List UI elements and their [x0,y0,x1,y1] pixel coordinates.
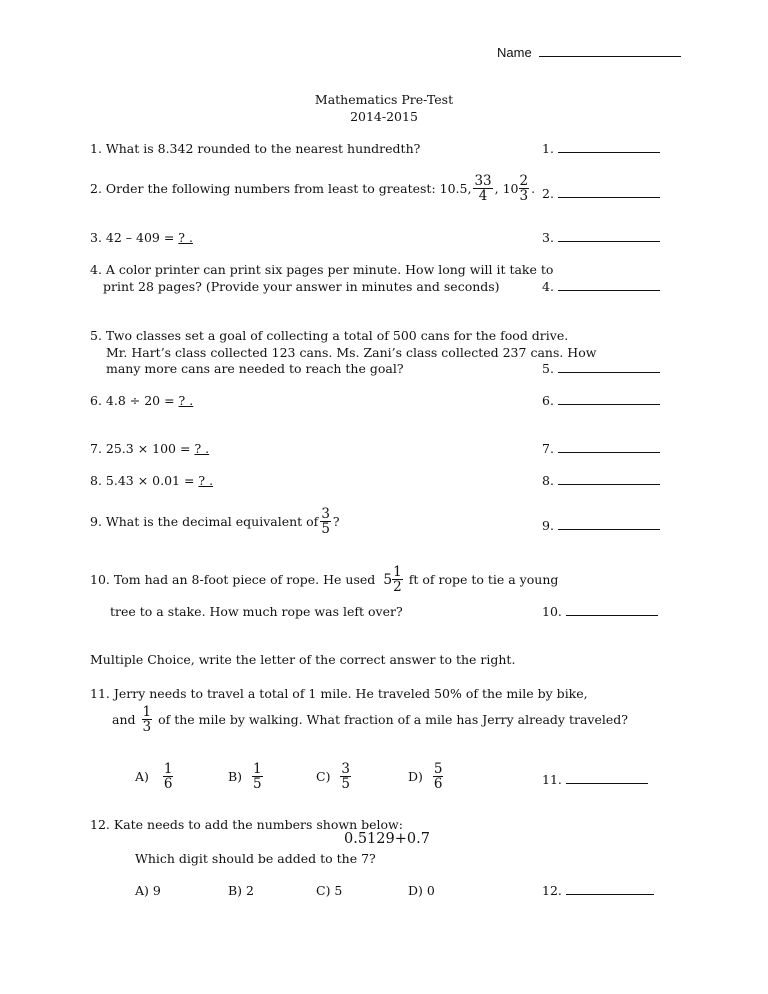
fraction: $\frac{33}{4}$ [474,173,492,205]
question-7: 7. 25.3 × 100 = ? . [90,441,210,456]
fraction: $\frac{3}{5}$ [341,761,350,793]
answer-line [558,362,660,373]
fraction: $\frac{2}{3}$ [519,173,529,205]
answer-line [566,884,654,895]
fraction: $\frac{1}{3}$ [142,704,152,736]
question-1: 1. What is 8.342 rounded to the nearest hundredth? [90,141,421,156]
question-5-line-2: Mr. Hart’s class collected 123 cans. Ms. Zani’s class collected 237 cans. How [106,345,597,360]
answer-2: 2. [542,186,660,201]
choice-b: B) 2 [228,883,254,898]
answer-line [566,605,658,616]
answer-7: 7. [542,441,660,456]
question-5-line-1: 5. Two classes set a goal of collecting a total of 500 cans for the food drive. [90,328,569,343]
fraction: $\frac{3}{5}$ [321,506,330,538]
question-8: 8. 5.43 × 0.01 = ? . [90,473,214,488]
answer-11: 11. [542,772,648,787]
answer-line [558,280,660,291]
page-title: Mathematics Pre-Test [314,92,454,107]
answer-1: 1. [542,141,660,156]
question-12-expression: 0.5129+0.7 [344,831,430,847]
question-10-line-1: 10. Tom had an 8-foot piece of rope. He used 5 $\frac{1}{2}$ ft of rope to tie a young [90,564,559,596]
answer-9: 9. [542,518,660,533]
choice-d: D) 0 [408,883,435,898]
choice-a: A) 9 [135,883,161,898]
choice-b: B) $\frac{1}{5}$ [228,761,262,793]
fraction: $\frac{1}{5}$ [253,761,262,793]
answer-line [558,142,660,153]
question-5-line-3: many more cans are needed to reach the goal? [106,361,404,376]
question-6: 6. 4.8 ÷ 20 = ? . [90,393,194,408]
fraction: $\frac{1}{6}$ [163,761,173,793]
answer-8: 8. [542,473,660,488]
answer-12: 12. [542,883,654,898]
page-year: 2014-2015 [350,109,418,124]
choice-c: C) $\frac{3}{5}$ [316,761,350,793]
question-2: 2. Order the following numbers from least to greatest: 10.5, $\frac{33}{4}$ , 10 $\frac{2}{3}$ . [90,173,536,205]
answer-5: 5. [542,361,660,376]
choice-d: D) $\frac{5}{6}$ [408,761,443,793]
name-field [497,45,681,60]
question-9: 9. What is the decimal equivalent of $\frac{3}{5}$ ? [90,506,340,538]
name-label: Name [497,45,532,60]
answer-line [558,187,660,198]
name-line [539,46,681,57]
answer-line [558,519,660,530]
question-4-line-2: print 28 pages? (Provide your answer in minutes and seconds) [103,279,500,294]
answer-line [558,394,660,405]
question-12-line-2: Which digit should be added to the 7? [135,851,376,866]
mc-instructions: Multiple Choice, write the letter of the correct answer to the right. [90,652,516,667]
answer-6: 6. [542,393,660,408]
answer-line [566,773,648,784]
question-4-line-1: 4. A color printer can print six pages per minute. How long will it take to [90,262,554,277]
question-10-line-2: tree to a stake. How much rope was left over? [110,604,403,619]
answer-line [558,231,660,242]
answer-10: 10. [542,604,658,619]
choice-a: A) $\frac{1}{6}$ [135,761,173,793]
answer-line [558,474,660,485]
question-11-line-1: 11. Jerry needs to travel a total of 1 mile. He traveled 50% of the mile by bike, [90,686,588,701]
question-12-line-1: 12. Kate needs to add the numbers shown below: [90,817,403,832]
answer-line [558,442,660,453]
question-11-line-2: and $\frac{1}{3}$ of the mile by walking. What fraction of a mile has Jerry already traveled? [112,704,628,736]
question-3: 3. 42 – 409 = ? . [90,230,193,245]
answer-3: 3. [542,230,660,245]
answer-4: 4. [542,279,660,294]
fraction: $\frac{5}{6}$ [433,761,443,793]
choice-c: C) 5 [316,883,343,898]
fraction: $\frac{1}{2}$ [393,564,402,596]
